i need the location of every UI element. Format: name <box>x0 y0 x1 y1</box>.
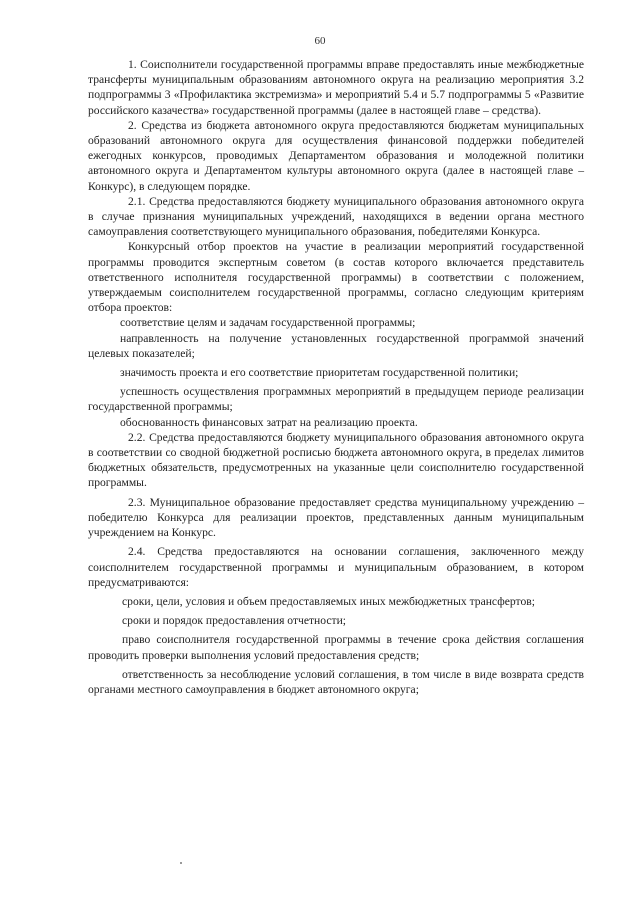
paragraph-2-1: 2.1. Средства предоставляются бюджету муниципального образования автономного округа в случае признания муниципальных учреждений, находящихся в ведении органа местного самоуправления соответствующего муниципального образования, победителями Конкурса. <box>88 194 584 239</box>
agreement-item: право соисполнителя государственной программы в течение срока действия соглашения проводить проверки выполнения условий предоставления средств; <box>88 633 584 662</box>
paragraph-2-2: 2.2. Средства предоставляются бюджету муниципального образования автономного округа в соответствии со сводной бюджетной росписью бюджета автономного округа, в пределах лимитов бюджетных обязательств, предусмотренных на указанные цели соисполнителю государственной программы. <box>88 430 584 490</box>
agreement-item: сроки, цели, условия и объем предоставляемых иных межбюджетных трансфертов; <box>122 594 535 608</box>
document-body <box>88 57 584 697</box>
paragraph-2: 2. Средства из бюджета автономного округа предоставляются бюджетам муниципальных образований автономного округа для осуществления финансовой поддержки победителей ежегодных конкурсов, проводимых Департаментом образования и молодежной политики автономного округа и Департаментом культуры автономного округа (далее в настоящей главе – Конкурс), в следующем порядке. <box>88 118 584 193</box>
paragraph-selection: Конкурсный отбор проектов на участие в реализации мероприятий государственной программы проводится экспертным советом (в состав которого включается представитель ответственного исполнителя государственной программы) в соответствии с положением, утверждаемым соисполнителем государственной программы, согласно следующим критериям отбора проектов: <box>88 240 584 315</box>
criterion-item: значимость проекта и его соответствие приоритетам государственной политики; <box>120 366 519 380</box>
scan-speck <box>180 862 182 864</box>
paragraph-2-3: 2.3. Муниципальное образование предоставляет средства муниципальному учреждению – победителю Конкурса для реализации проектов, представленных данным муниципальным учреждением на Конкурс. <box>88 495 584 540</box>
criterion-item: обоснованность финансовых затрат на реализацию проекта. <box>120 415 418 429</box>
agreement-item: ответственность за несоблюдение условий соглашения, в том числе в виде возврата средств органами местного самоуправления в бюджет автономного округа; <box>88 667 584 696</box>
criterion-item: успешность осуществления программных мероприятий в предыдущем периоде реализации государственной программы; <box>88 385 584 414</box>
criterion-item: направленность на получение установленных государственной программой значений целевых показателей; <box>88 331 584 360</box>
page-number: 60 <box>314 35 326 47</box>
paragraph-2-4: 2.4. Средства предоставляются на основании соглашения, заключенного между соисполнителем государственной программы и муниципальным образованием, в котором предусматриваются: <box>88 545 584 589</box>
criterion-item: соответствие целям и задачам государственной программы; <box>120 316 416 330</box>
paragraph-1: 1. Соисполнители государственной программы вправе предоставлять иные межбюджетные трансферты муниципальным образованиям автономного округа на реализацию мероприятия 3.2 подпрограммы 3 «Профилактика экстремизма» и мероприятий 5.4 и 5.7 подпрограммы 5 «Развитие российского казачества» государственной программы (далее в настоящей главе – средства). <box>88 58 584 117</box>
agreement-item: сроки и порядок предоставления отчетности; <box>122 614 346 628</box>
